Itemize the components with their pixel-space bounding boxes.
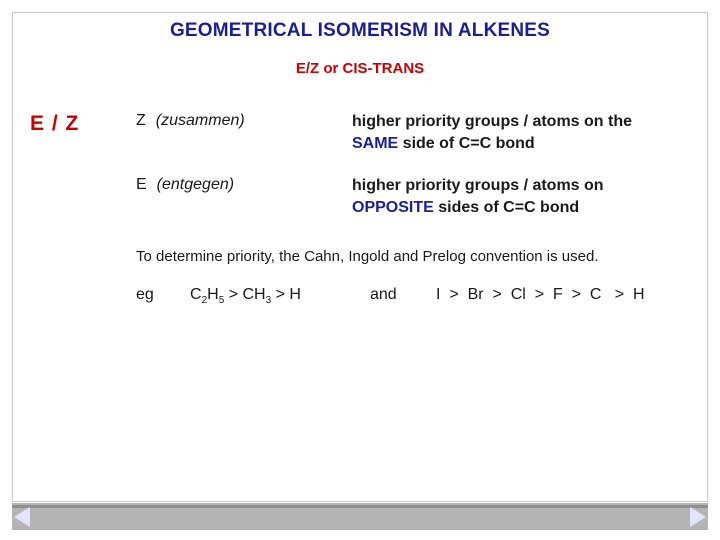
- nav-right-arrow-icon[interactable]: [690, 507, 706, 527]
- ez-label: E / Z: [30, 112, 80, 135]
- formula-sub-2: 2: [201, 295, 208, 307]
- formula-h: H: [207, 286, 219, 303]
- e-description: [352, 175, 672, 219]
- gt-sign: >: [224, 286, 243, 303]
- nav-left-arrow-icon[interactable]: [14, 507, 30, 527]
- formula-ch: CH: [242, 286, 266, 303]
- formula-h-final: H: [289, 286, 301, 303]
- formula-c: C: [190, 286, 202, 303]
- e-desc-before: higher priority groups / atoms on: [352, 177, 604, 194]
- z-desc-highlight: SAME: [352, 135, 399, 152]
- eg-label: eg: [136, 286, 154, 303]
- z-letter: Z: [136, 112, 146, 129]
- z-description: [352, 111, 672, 155]
- alkyl-priority-order: [190, 286, 301, 306]
- formula-sub-3: 3: [265, 295, 272, 307]
- and-label: and: [370, 286, 397, 303]
- formula-sub-5: 5: [218, 295, 225, 307]
- z-desc-after: side of C=C bond: [398, 135, 535, 152]
- priority-note: To determine priority, the Cahn, Ingold and Prelog convention is used.: [136, 248, 599, 265]
- e-letter: E: [136, 176, 147, 193]
- e-desc-after: sides of C=C bond: [433, 199, 580, 216]
- footer-stripe: [12, 505, 708, 508]
- slide-subtitle: E/Z or CIS-TRANS: [295, 60, 425, 77]
- z-word: (zusammen): [155, 112, 245, 129]
- e-label: [136, 176, 234, 194]
- slide-title: GEOMETRICAL ISOMERISM IN ALKENES: [169, 20, 551, 41]
- z-desc-before: higher priority groups / atoms on the: [352, 113, 633, 130]
- e-word: (entgegen): [156, 176, 235, 193]
- atom-priority-order: I > Br > Cl > F > C > H: [436, 286, 645, 303]
- e-desc-highlight: OPPOSITE: [352, 199, 434, 216]
- footer-bar: [12, 503, 708, 530]
- gt-sign: >: [271, 286, 290, 303]
- z-label: [136, 112, 245, 130]
